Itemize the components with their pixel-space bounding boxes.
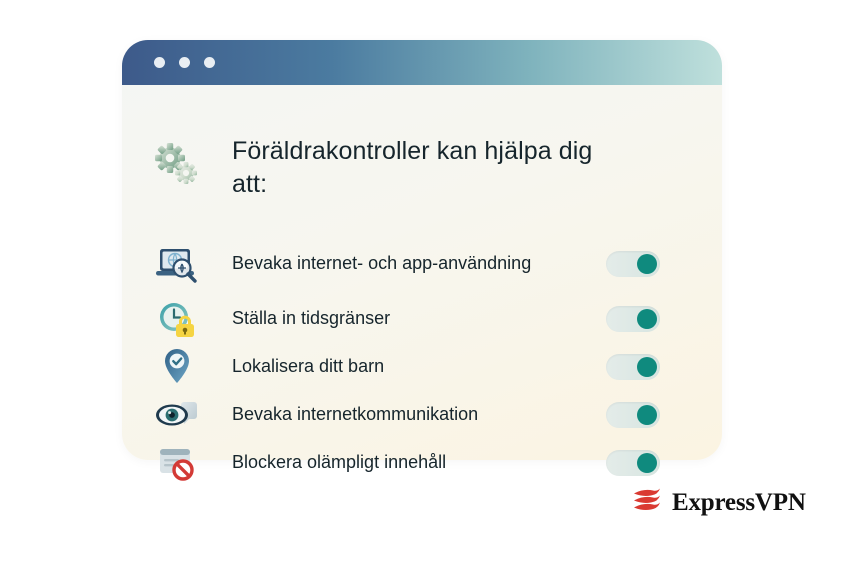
list-item	[122, 233, 722, 295]
list-item	[122, 391, 722, 439]
brand-name-express: Express	[672, 488, 755, 516]
list-item-label: Blockera olämpligt innehåll	[232, 452, 447, 473]
expressvpn-logo	[630, 483, 806, 522]
toggle-knob	[637, 453, 657, 473]
browser-window-card	[122, 40, 722, 473]
toggle-knob	[637, 405, 657, 425]
window-content	[122, 85, 722, 473]
list-item	[122, 439, 722, 487]
window-maximize-dot-icon[interactable]	[204, 57, 215, 68]
toggle-knob	[637, 357, 657, 377]
toggle-locate-child[interactable]	[606, 354, 660, 380]
page-title: Föräldrakontroller kan hjälpa dig att:	[232, 137, 593, 198]
list-item	[122, 295, 722, 343]
expressvpn-logo-icon	[630, 483, 664, 522]
toggle-monitor-communication[interactable]	[606, 402, 660, 428]
gear-icon	[122, 135, 232, 191]
window-titlebar	[122, 40, 722, 85]
toggle-knob	[637, 309, 657, 329]
list-item-label: Ställa in tidsgränser	[232, 308, 391, 329]
toggle-monitor-usage[interactable]	[606, 251, 660, 277]
feature-list	[122, 233, 722, 487]
toggle-block-content[interactable]	[606, 450, 660, 476]
window-controls	[154, 57, 215, 68]
toggle-time-limits[interactable]	[606, 306, 660, 332]
heading-block	[122, 135, 722, 201]
window-minimize-dot-icon[interactable]	[179, 57, 190, 68]
eye-chat-icon	[122, 394, 232, 436]
blocked-content-icon	[122, 442, 232, 484]
brand-name-vpn: VPN	[754, 488, 806, 516]
list-item-label: Bevaka internet- och app-användning	[232, 253, 532, 274]
location-pin-check-icon	[122, 345, 232, 389]
list-item-label: Lokalisera ditt barn	[232, 356, 385, 377]
clock-lock-icon	[122, 298, 232, 340]
laptop-magnifier-icon	[122, 243, 232, 285]
list-item	[122, 343, 722, 391]
window-close-dot-icon[interactable]	[154, 57, 165, 68]
brand-name	[672, 489, 806, 517]
toggle-knob	[637, 254, 657, 274]
list-item-label: Bevaka internetkommunikation	[232, 404, 479, 425]
